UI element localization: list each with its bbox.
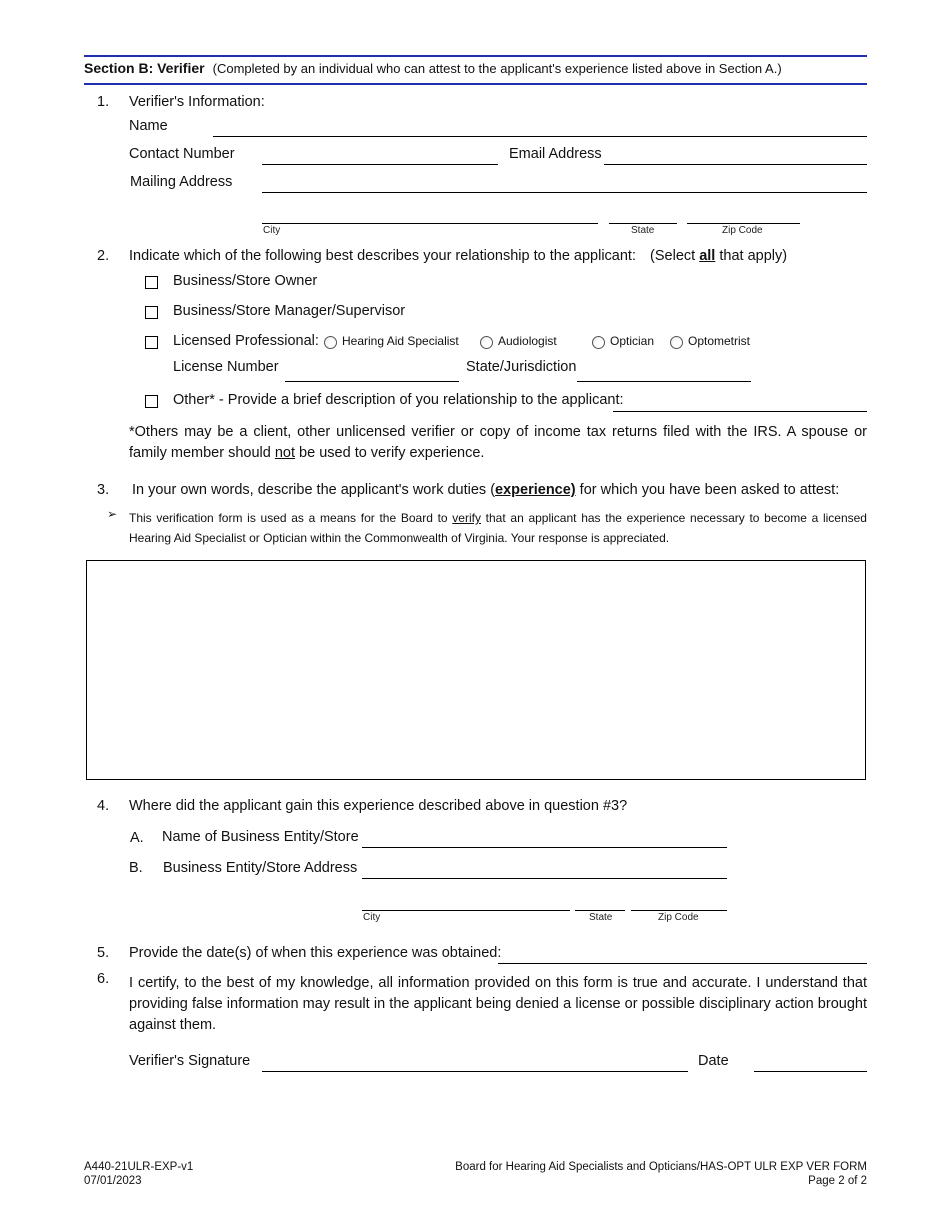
q6-number: 6.	[97, 971, 110, 987]
owner-checkbox[interactable]	[145, 276, 158, 289]
mailing-address-field[interactable]	[262, 192, 867, 193]
q3-note-verify: verify	[452, 511, 481, 525]
signature-field[interactable]	[262, 1071, 688, 1072]
signature-label: Verifier's Signature	[129, 1053, 251, 1069]
q4-question: Where did the applicant gain this experience described above in question #3?	[129, 798, 628, 814]
q5-question: Provide the date(s) of when this experience was obtained:	[129, 945, 502, 961]
q2-question	[129, 248, 787, 264]
q2-question-text: Indicate which of the following best describes your relationship to the applicant:	[129, 248, 636, 264]
business-address-label: Business Entity/Store Address	[163, 860, 358, 876]
date-label: Date	[698, 1053, 729, 1069]
name-field[interactable]	[213, 136, 867, 137]
mailing-address-label: Mailing Address	[130, 174, 233, 190]
q5-number: 5.	[97, 945, 110, 961]
other-description-field[interactable]	[613, 411, 867, 412]
q3-question	[132, 482, 839, 498]
q4-b-letter: B.	[129, 860, 143, 876]
business-address-field[interactable]	[362, 878, 727, 879]
section-subtitle: (Completed by an individual who can attest to the applicant's experience listed above in Section A.)	[212, 61, 782, 76]
optician-radio[interactable]	[592, 336, 605, 349]
business-state-caption: State	[589, 912, 613, 923]
contact-number-label: Contact Number	[129, 146, 235, 162]
hearing-aid-specialist-radio[interactable]	[324, 336, 337, 349]
q3-number: 3.	[97, 482, 110, 498]
licensed-professional-label: Licensed Professional:	[173, 333, 319, 349]
business-name-label: Name of Business Entity/Store	[162, 829, 359, 845]
q3-question-pre: In your own words, describe the applicant's work duties (	[132, 482, 496, 498]
others-note-post: be used to verify experience.	[295, 445, 485, 461]
q3-note	[129, 508, 867, 548]
manager-checkbox[interactable]	[145, 306, 158, 319]
state-field[interactable]	[609, 223, 677, 224]
section-title: Section B: Verifier	[84, 60, 205, 76]
business-zip-caption: Zip Code	[658, 912, 699, 923]
footer-form-date: 07/01/2023	[84, 1175, 142, 1187]
q2-select-post: that apply)	[715, 248, 788, 264]
license-number-label: License Number	[173, 359, 279, 375]
other-checkbox[interactable]	[145, 395, 158, 408]
state-jurisdiction-label: State/Jurisdiction	[466, 359, 577, 375]
license-number-field[interactable]	[285, 381, 459, 382]
date-field[interactable]	[754, 1071, 867, 1072]
q2-select-pre: (Select	[650, 248, 700, 264]
bullet-arrow-icon: ➢	[107, 507, 118, 521]
others-note-pre: *Others may be a client, other unlicensed verifier or copy of income tax returns filed with the IRS. A spouse or family member should	[129, 424, 867, 461]
q2-select-note	[650, 248, 787, 264]
section-rule-bottom	[84, 83, 867, 85]
others-note	[129, 422, 867, 464]
business-state-field[interactable]	[575, 910, 625, 911]
state-jurisdiction-field[interactable]	[577, 381, 751, 382]
audiologist-label: Audiologist	[498, 334, 557, 348]
q3-note-post: that an applicant has the experience necessary to become a licensed Hearing Aid Specialist or Optician within the Commonwealth of Virginia. Your response is appreciated.	[129, 511, 867, 545]
licensed-professional-checkbox[interactable]	[145, 336, 158, 349]
optometrist-label: Optometrist	[688, 334, 751, 348]
business-name-field[interactable]	[362, 847, 727, 848]
hearing-aid-specialist-label: Hearing Aid Specialist	[342, 334, 459, 348]
audiologist-radio[interactable]	[480, 336, 493, 349]
q2-number: 2.	[97, 248, 110, 264]
name-label: Name	[129, 118, 168, 134]
section-rule-top	[84, 55, 867, 57]
others-note-not: not	[274, 445, 296, 461]
q3-question-post: for which you have been asked to attest:	[575, 482, 840, 498]
optician-label: Optician	[610, 334, 655, 348]
q3-question-bold: experience)	[495, 482, 576, 498]
optometrist-radio[interactable]	[670, 336, 683, 349]
q1-heading: Verifier's Information:	[129, 94, 265, 110]
work-duties-textbox[interactable]	[86, 560, 866, 780]
city-caption: City	[263, 225, 281, 236]
business-zip-field[interactable]	[631, 910, 727, 911]
state-caption: State	[631, 225, 655, 236]
footer-board: Board for Hearing Aid Specialists and Opticians/HAS-OPT ULR EXP VER FORM	[455, 1161, 867, 1173]
owner-label: Business/Store Owner	[173, 273, 318, 289]
zip-field[interactable]	[687, 223, 800, 224]
contact-number-field[interactable]	[262, 164, 498, 165]
zip-caption: Zip Code	[722, 225, 763, 236]
q4-a-letter: A.	[130, 830, 144, 846]
other-label: Other* - Provide a brief description of you relationship to the applicant:	[173, 392, 624, 408]
footer-form-id: A440-21ULR-EXP-v1	[84, 1161, 194, 1173]
city-field[interactable]	[262, 223, 598, 224]
q3-note-pre: This verification form is used as a means for the Board to	[129, 511, 453, 525]
email-label: Email Address	[509, 146, 602, 162]
q1-number: 1.	[97, 94, 110, 110]
business-city-caption: City	[363, 912, 381, 923]
footer-page: Page 2 of 2	[808, 1175, 867, 1187]
business-city-field[interactable]	[362, 910, 570, 911]
certification-text: I certify, to the best of my knowledge, all information provided on this form is true and accurate. I understand that providing false information may result in the applicant being denied a license or possible disciplinary action brought against them.	[129, 975, 867, 1033]
email-field[interactable]	[604, 164, 867, 165]
experience-dates-field[interactable]	[498, 963, 867, 964]
q4-number: 4.	[97, 798, 110, 814]
q2-select-all: all	[699, 248, 716, 264]
manager-label: Business/Store Manager/Supervisor	[173, 303, 406, 319]
section-header	[84, 60, 782, 77]
